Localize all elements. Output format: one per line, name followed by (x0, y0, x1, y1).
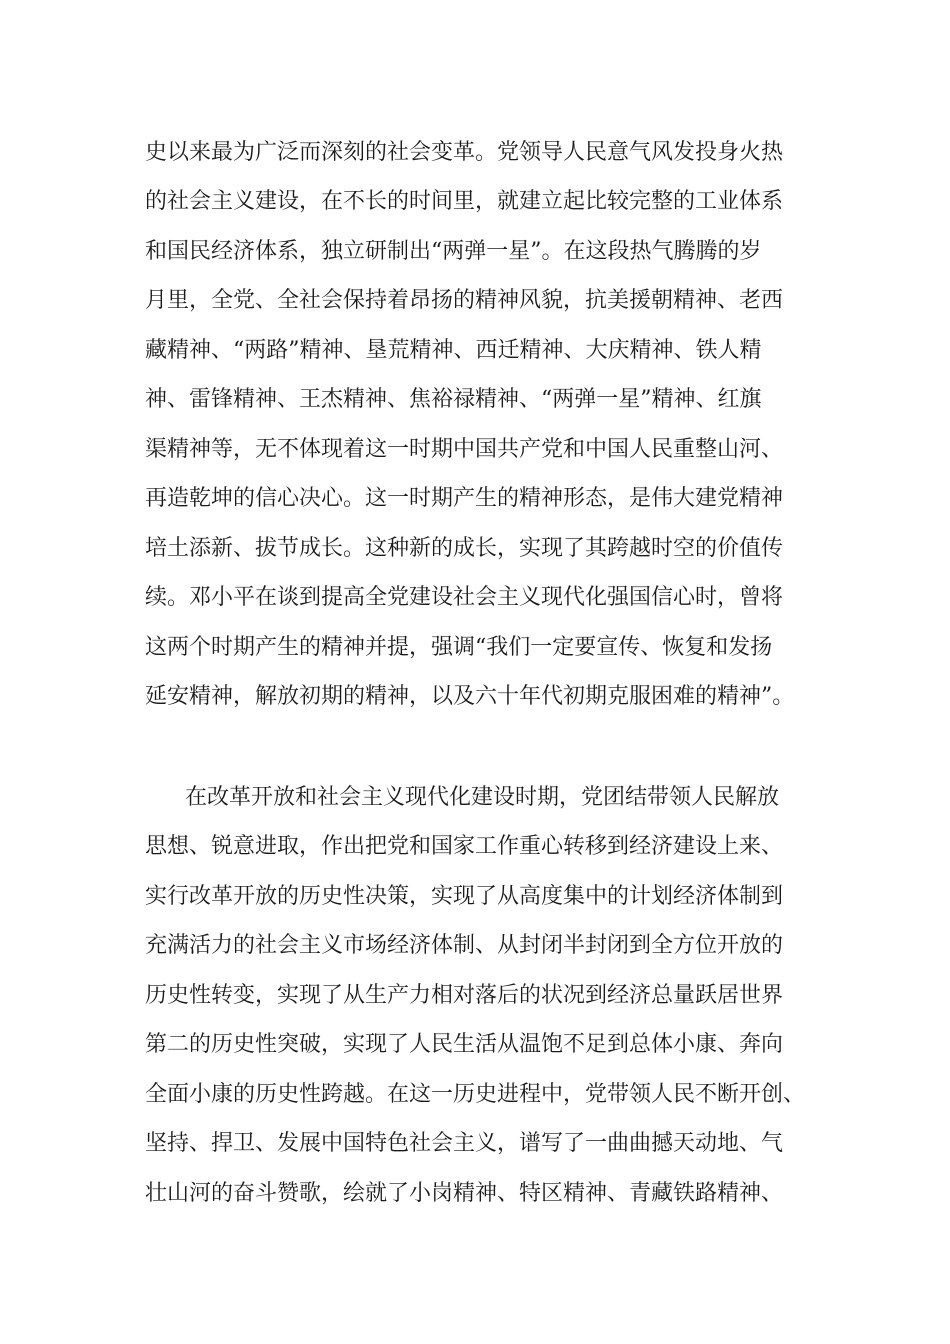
text-line: 充满活力的社会主义市场经济体制、从封闭半封闭到全方位开放的 (145, 933, 784, 958)
text-line: 藏精神、“两路”精神、垦荒精神、西迁精神、大庆精神、铁人精 (145, 338, 762, 363)
text-line: 这两个时期产生的精神并提，强调“我们一定要宣传、恢复和发扬 (145, 635, 773, 660)
text-line: 续。邓小平在谈到提高全党建设社会主义现代化强国信心时，曾将 (145, 585, 784, 610)
text-line: 的社会主义建设，在不长的时间里，就建立起比较完整的工业体系 (145, 189, 784, 214)
text-line: 延安精神，解放初期的精神，以及六十年代初期克服困难的精神”。 (145, 684, 795, 709)
text-line: 思想、锐意进取，作出把党和国家工作重心转移到经济建设上来、 (145, 834, 784, 859)
text-line: 史以来最为广泛而深刻的社会变革。党领导人民意气风发投身火热 (145, 140, 784, 165)
text-line: 在改革开放和社会主义现代化建设时期，党团结带领人民解放 (185, 785, 780, 810)
text-line: 月里，全党、全社会保持着昂扬的精神风貌，抗美援朝精神、老西 (145, 288, 784, 313)
text-line: 第二的历史性突破，实现了人民生活从温饱不足到总体小康、奔向 (145, 1032, 784, 1057)
text-line: 渠精神等，无不体现着这一时期中国共产党和中国人民重整山河、 (145, 437, 784, 462)
text-line: 和国民经济体系，独立研制出“两弹一星”。在这段热气腾腾的岁 (145, 239, 762, 264)
text-line: 实行改革开放的历史性决策，实现了从高度集中的计划经济体制到 (145, 884, 784, 909)
text-line: 壮山河的奋斗赞歌，绘就了小岗精神、特区精神、青藏铁路精神、 (145, 1181, 784, 1206)
text-line: 坚持、捍卫、发展中国特色社会主义，谱写了一曲曲撼天动地、气 (145, 1131, 784, 1156)
text-line: 再造乾坤的信心决心。这一时期产生的精神形态，是伟大建党精神 (145, 486, 784, 511)
text-line: 神、雷锋精神、王杰精神、焦裕禄精神、“两弹一星”精神、红旗 (145, 387, 762, 412)
text-line: 全面小康的历史性跨越。在这一历史进程中，党带领人民不断开创、 (145, 1082, 806, 1107)
text-line: 历史性转变，实现了从生产力相对落后的状况到经济总量跃居世界 (145, 983, 784, 1008)
text-line: 培土添新、拔节成长。这种新的成长，实现了其跨越时空的价值传 (145, 536, 784, 561)
